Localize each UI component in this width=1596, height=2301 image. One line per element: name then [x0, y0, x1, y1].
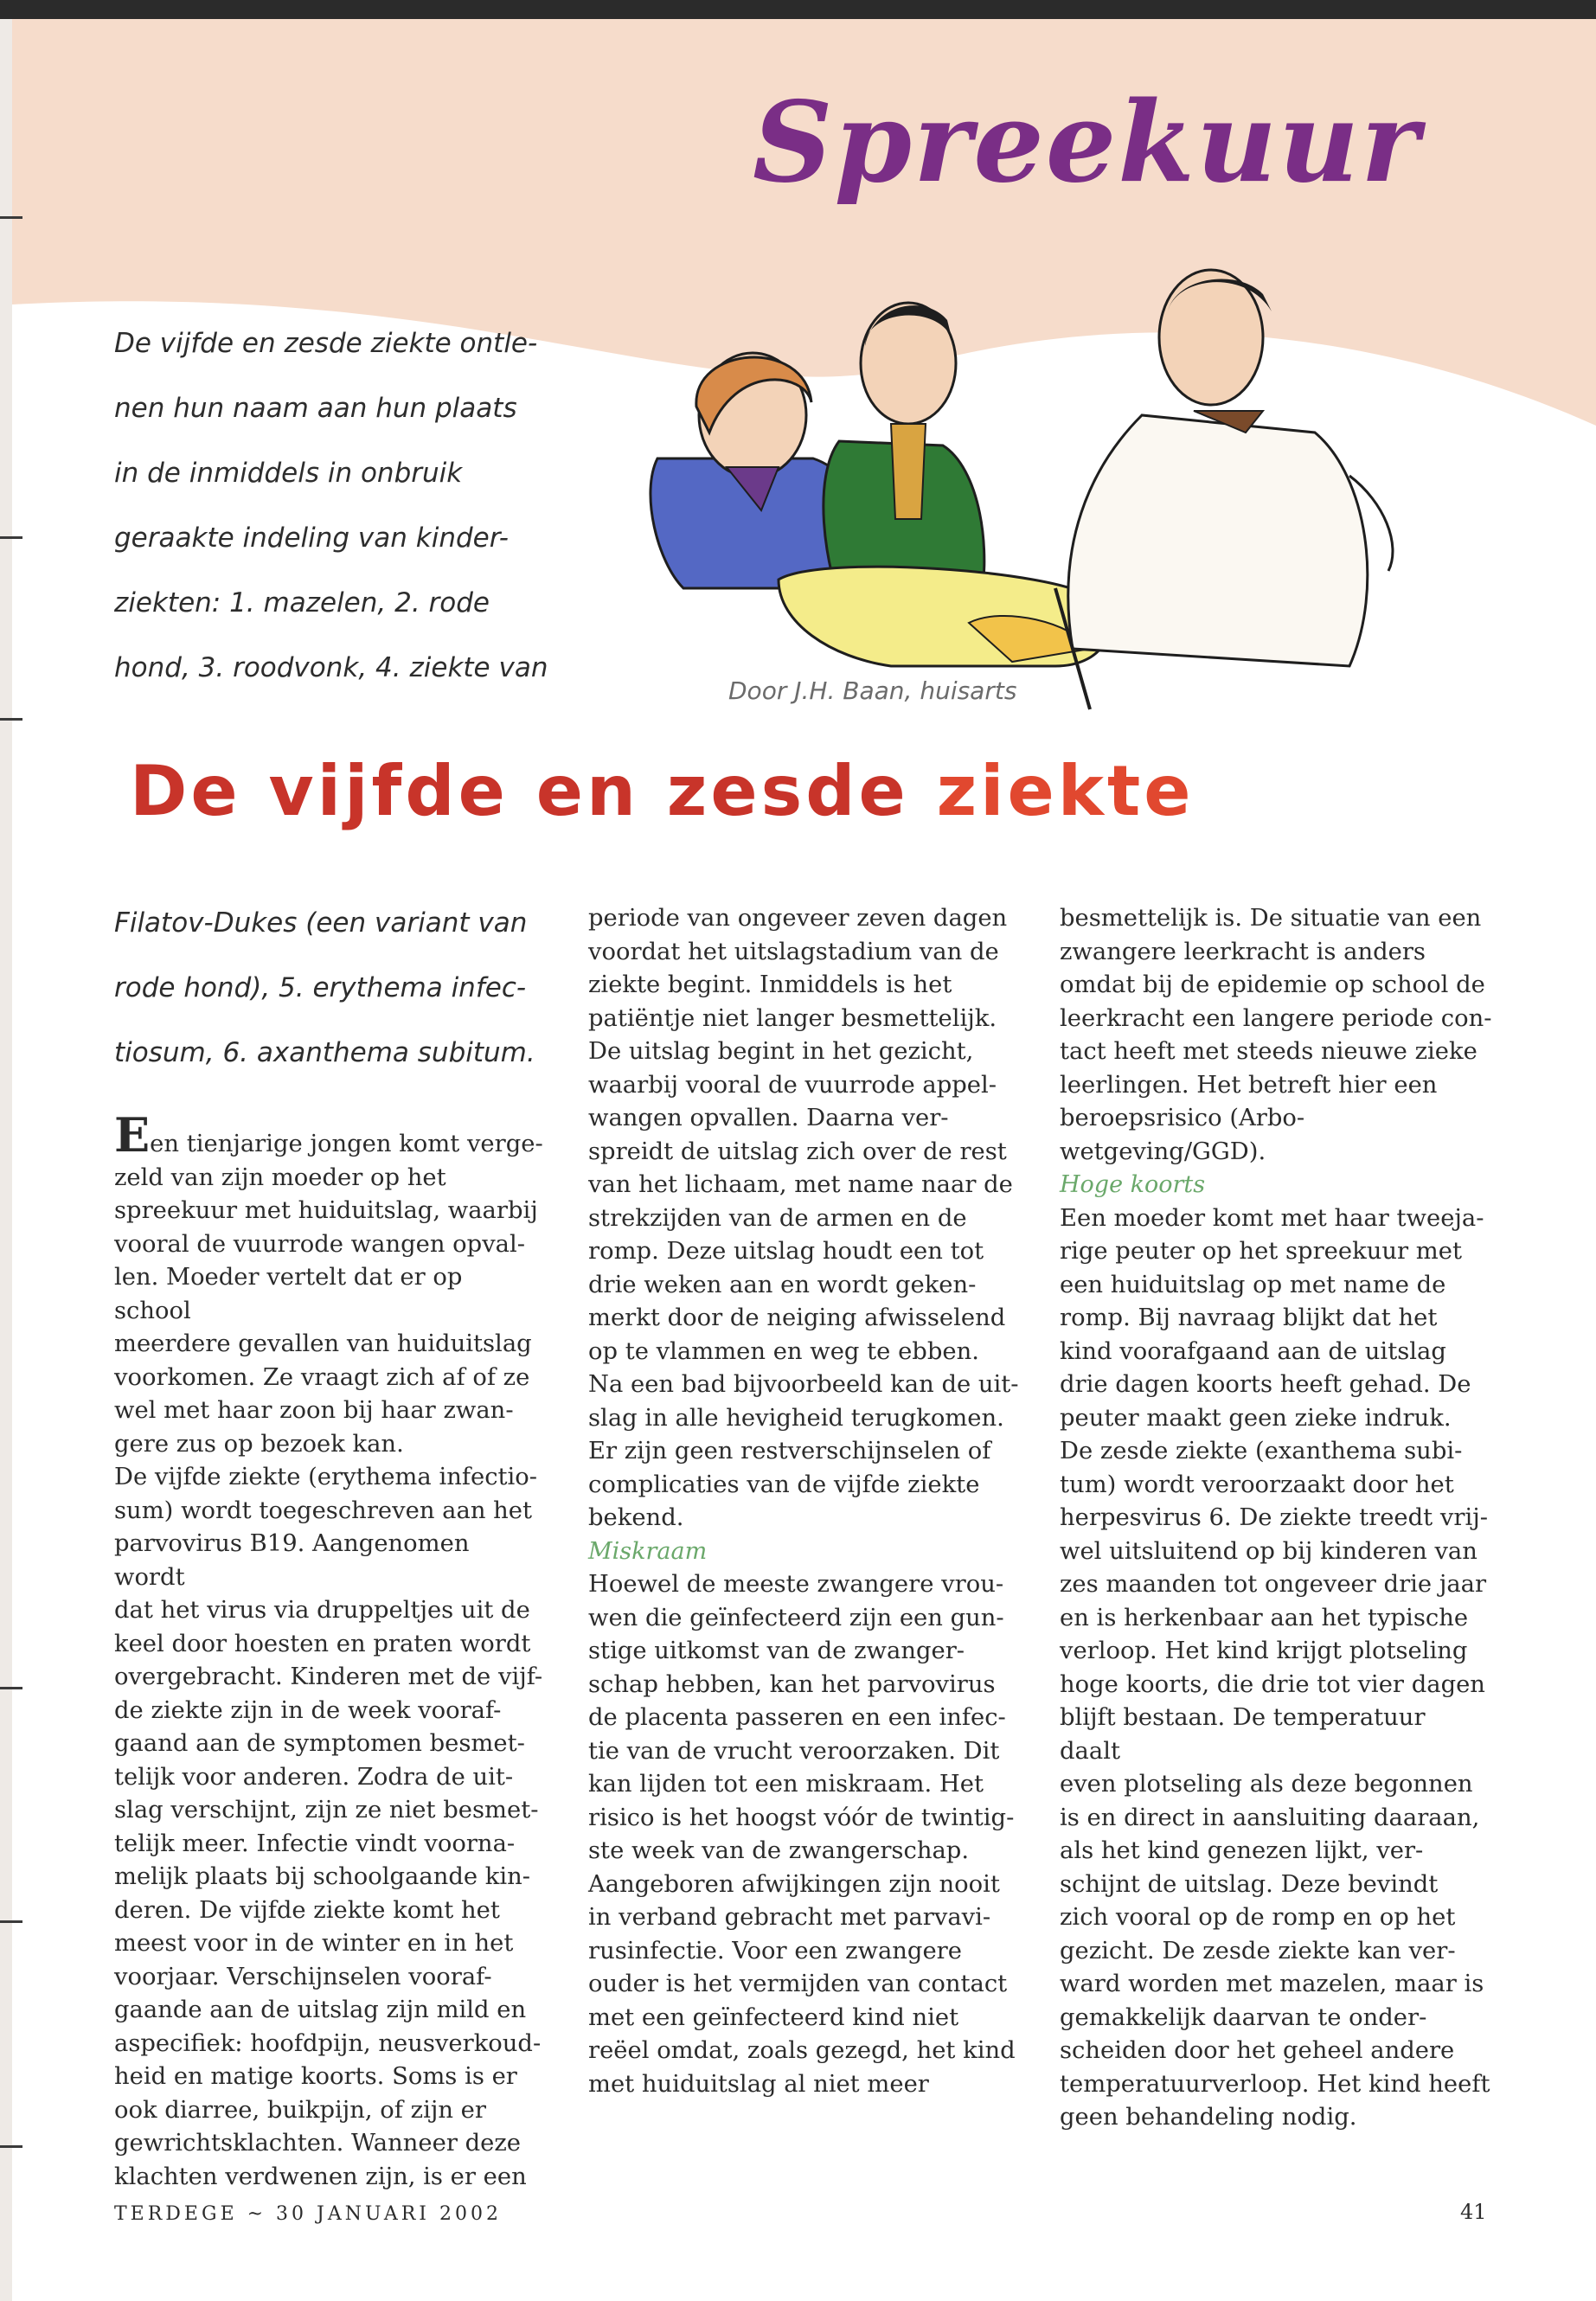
body-line: rige peuter op het spreekuur met: [1060, 1238, 1462, 1265]
body-line: als het kind genezen lijkt, ver-: [1060, 1837, 1424, 1864]
body-line: Na een bad bijvoorbeeld kan de uit-: [588, 1371, 1019, 1398]
body-line: merkt door de neiging afwisselend: [588, 1304, 1006, 1331]
body-line: aspecifiek: hoofdpijn, neusverkoud-: [114, 2029, 542, 2057]
body-line: drie weken aan en wordt geken-: [588, 1271, 977, 1298]
body-line: is en direct in aansluiting daaraan,: [1060, 1804, 1480, 1831]
body-line: een huiduitslag op met name de: [1060, 1271, 1446, 1298]
body-line: zwangere leerkracht is anders: [1060, 938, 1426, 965]
body-line: ward worden met mazelen, maar is: [1060, 1971, 1484, 1997]
subhead-hoge-koorts: Hoge koorts: [1060, 1171, 1206, 1198]
body-column-2: [588, 902, 1021, 2101]
body-line: sum) wordt toegeschreven aan het: [114, 1497, 533, 1524]
body-line: gaand aan de symptomen besmet-: [114, 1730, 525, 1757]
body-line: telijk voor anderen. Zodra de uit-: [114, 1763, 514, 1791]
body-line: zes maanden tot ongeveer drie jaar: [1060, 1571, 1487, 1598]
body-line: temperatuurverloop. Het kind heeft: [1060, 2070, 1490, 2098]
section-title: Spreekuur: [753, 78, 1421, 208]
body-line: zeld van zijn moeder op het: [114, 1163, 446, 1191]
intro-line: in de inmiddels in onbruik: [114, 458, 463, 489]
body-line: herpesvirus 6. De ziekte treedt vrij-: [1060, 1504, 1488, 1531]
drop-cap: E: [114, 1107, 151, 1163]
body-line: slag in alle hevigheid terugkomen.: [588, 1404, 1004, 1432]
body-line: in verband gebracht met parvavi-: [588, 1904, 991, 1931]
body-line: ziekte begint. Inmiddels is het: [588, 971, 952, 998]
body-line: scheiden door het geheel andere: [1060, 2037, 1455, 2064]
body-line: spreekuur met huiduitslag, waarbij: [114, 1197, 538, 1224]
intro-line: tiosum, 6. axanthema subitum.: [114, 1037, 535, 1068]
headline-main: De vijfde en zesde: [130, 751, 937, 831]
body-line: schap hebben, kan het parvovirus: [588, 1670, 996, 1698]
body-line: met huiduitslag al niet meer: [588, 2070, 929, 2098]
body-line: De zesde ziekte (exanthema subi-: [1060, 1438, 1463, 1465]
intro-line: nen hun naam aan hun plaats: [114, 393, 517, 424]
body-line: bekend.: [588, 1504, 684, 1531]
body-line: deren. De vijfde ziekte komt het: [114, 1896, 500, 1924]
body-line: meest voor in de winter en in het: [114, 1930, 514, 1957]
intro-line: geraakte indeling van kinder-: [114, 522, 509, 554]
body-line: Aangeboren afwijkingen zijn nooit: [588, 1870, 1000, 1898]
body-line: schijnt de uitslag. Deze bevindt: [1060, 1870, 1439, 1898]
body-line: leerlingen. Het betreft hier een: [1060, 1071, 1438, 1099]
body-line: complicaties van de vijfde ziekte: [588, 1471, 980, 1498]
article-headline: [130, 751, 1514, 831]
scan-margin-mark: [0, 718, 22, 721]
body-line: gaande aan de uitslag zijn mild en: [114, 1997, 527, 2023]
body-line: periode van ongeveer zeven dagen: [588, 905, 1008, 932]
headline-accent: ziekte: [936, 751, 1195, 831]
body-line: Er zijn geen restverschijnselen of: [588, 1438, 991, 1465]
footer-publication: TERDEGE ~ 30 JANUARI 2002: [114, 2203, 502, 2225]
body-line: en is herkenbaar aan het typische: [1060, 1604, 1469, 1631]
body-line: op te vlammen en weg te ebben.: [588, 1337, 979, 1365]
body-line: Hoewel de meeste zwangere vrou-: [588, 1571, 1004, 1598]
body-line: peuter maakt geen zieke indruk.: [1060, 1404, 1452, 1432]
body-line: gezicht. De zesde ziekte kan ver-: [1060, 1937, 1456, 1965]
page-number: 41: [1460, 2200, 1487, 2224]
body-line: besmettelijk is. De situatie van een: [1060, 905, 1482, 932]
scan-margin-mark: [0, 1687, 22, 1689]
body-line: voorjaar. Verschijnselen vooraf-: [114, 1963, 492, 1990]
body-line: melijk plaats bij schoolgaande kin-: [114, 1863, 531, 1890]
body-line: klachten verdwenen zijn, is er een: [114, 2163, 527, 2190]
body-line: len. Moeder vertelt dat er op school: [114, 1264, 463, 1324]
intro-line: hond, 3. roodvonk, 4. ziekte van: [114, 652, 548, 683]
body-line: Een tienjarige jongen komt verge-: [114, 1107, 543, 1163]
body-line: overgebracht. Kinderen met de vijf-: [114, 1663, 543, 1690]
body-line: de ziekte zijn in de week vooraf-: [114, 1696, 502, 1724]
body-line: rusinfectie. Voor een zwangere: [588, 1937, 962, 1965]
body-line: even plotseling als deze begonnen: [1060, 1771, 1473, 1798]
body-line: risico is het hoogst vóór de twintig-: [588, 1804, 1015, 1831]
body-line: hoge koorts, die drie tot vier dagen: [1060, 1670, 1485, 1698]
body-line: wel met haar zoon bij haar zwan-: [114, 1397, 514, 1424]
body-line: wetgeving/GGD).: [1060, 1138, 1266, 1165]
body-line: blijft bestaan. De temperatuur daalt: [1060, 1704, 1426, 1765]
body-line: tie van de vrucht veroorzaken. Dit: [588, 1737, 1000, 1765]
body-line: van het lichaam, met name naar de: [588, 1171, 1013, 1198]
scan-margin-mark: [0, 2145, 22, 2148]
body-line: Een moeder komt met haar tweeja-: [1060, 1204, 1484, 1232]
body-line: kind voorafgaand aan de uitslag: [1060, 1337, 1446, 1365]
body-line: leerkracht een langere periode con-: [1060, 1004, 1492, 1032]
body-line: ouder is het vermijden van contact: [588, 1971, 1008, 1997]
scan-margin-mark: [0, 1920, 22, 1923]
body-line: drie dagen koorts heeft gehad. De: [1060, 1371, 1471, 1398]
body-line: De vijfde ziekte (erythema infectio-: [114, 1464, 538, 1490]
body-column-3: [1060, 902, 1492, 2135]
body-line: omdat bij de epidemie op school de: [1060, 971, 1485, 998]
body-line: slag verschijnt, zijn ze niet besmet-: [114, 1797, 539, 1823]
body-line: gere zus op bezoek kan.: [114, 1430, 404, 1458]
body-line: spreidt de uitslag zich over de rest: [588, 1138, 1007, 1165]
body-line: zich vooral op de romp en op het: [1060, 1904, 1456, 1931]
body-line: voordat het uitslagstadium van de: [588, 938, 999, 965]
body-line: tum) wordt veroorzaakt door het: [1060, 1471, 1454, 1498]
body-line: gemakkelijk daarvan te onder-: [1060, 2003, 1427, 2031]
intro-continued: [114, 891, 564, 1086]
body-line: reëel omdat, zoals gezegd, het kind: [588, 2037, 1016, 2064]
body-line: romp. Deze uitslag houdt een tot: [588, 1238, 984, 1265]
body-column-1: [114, 1107, 545, 2194]
body-line: voorkomen. Ze vraagt zich af of ze: [114, 1363, 530, 1391]
body-line: ste week van de zwangerschap.: [588, 1837, 970, 1864]
body-line: tact heeft met steeds nieuwe zieke: [1060, 1038, 1477, 1065]
intro-line: rode hond), 5. erythema infec-: [114, 972, 527, 1003]
subhead-miskraam: Miskraam: [588, 1537, 708, 1565]
byline: Door J.H. Baan, huisarts: [728, 676, 1017, 705]
body-line: parvovirus B19. Aangenomen wordt: [114, 1530, 470, 1591]
body-line: geen behandeling nodig.: [1060, 2104, 1357, 2131]
consultation-illustration: [606, 260, 1488, 744]
body-line: wen die geïnfecteerd zijn een gun-: [588, 1604, 1004, 1631]
body-line: waarbij vooral de vuurrode appel-: [588, 1071, 997, 1099]
body-line: de placenta passeren en een infec-: [588, 1704, 1006, 1731]
body-line: De uitslag begint in het gezicht,: [588, 1038, 974, 1065]
body-line: telijk meer. Infectie vindt voorna-: [114, 1830, 516, 1857]
body-line: ook diarree, buikpijn, of zijn er: [114, 2096, 486, 2124]
body-line: vooral de vuurrode wangen opval-: [114, 1230, 526, 1258]
intro-text: [114, 311, 564, 701]
scan-top-edge: [0, 0, 1596, 19]
body-line: strekzijden van de armen en de: [588, 1204, 967, 1232]
scan-margin-mark: [0, 536, 22, 539]
intro-line: Filatov-Dukes (een variant van: [114, 907, 528, 939]
body-line: romp. Bij navraag blijkt dat het: [1060, 1304, 1438, 1331]
body-line: keel door hoesten en praten wordt: [114, 1630, 531, 1657]
body-line: gewrichtsklachten. Wanneer deze: [114, 2130, 522, 2157]
body-line: met een geïnfecteerd kind niet: [588, 2003, 959, 2031]
intro-line: De vijfde en zesde ziekte ontle-: [114, 328, 538, 359]
body-line: stige uitkomst van de zwanger-: [588, 1638, 965, 1664]
body-line: verloop. Het kind krijgt plotseling: [1060, 1638, 1468, 1664]
body-line: wel uitsluitend op bij kinderen van: [1060, 1537, 1477, 1565]
body-line: wangen opvallen. Daarna ver-: [588, 1105, 949, 1131]
body-line: kan lijden tot een miskraam. Het: [588, 1771, 984, 1798]
intro-line: ziekten: 1. mazelen, 2. rode: [114, 587, 490, 619]
body-line: heid en matige koorts. Soms is er: [114, 2063, 517, 2090]
body-line: beroepsrisico (Arbo-: [1060, 1105, 1305, 1131]
scan-margin-mark: [0, 216, 22, 219]
body-line: meerdere gevallen van huiduitslag: [114, 1330, 532, 1357]
body-line: dat het virus via druppeltjes uit de: [114, 1597, 530, 1624]
body-line: patiëntje niet langer besmettelijk.: [588, 1004, 997, 1032]
